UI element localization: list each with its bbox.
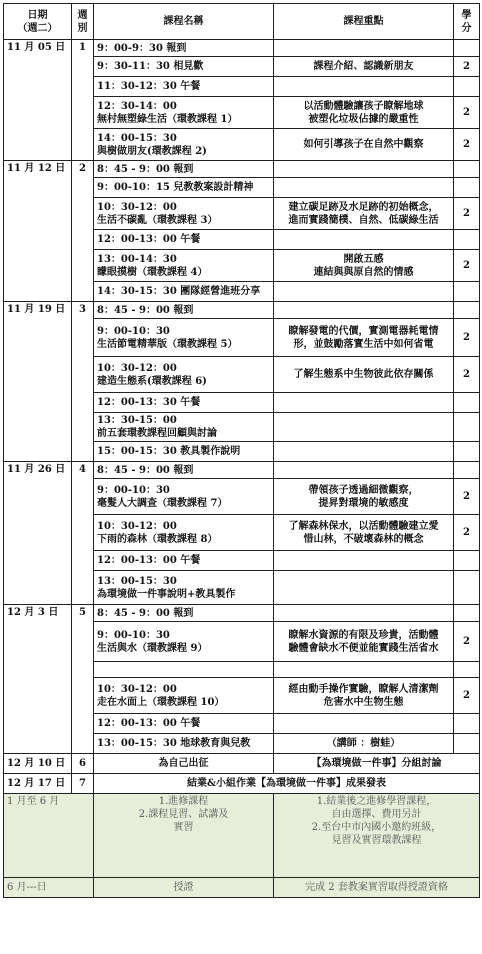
course-cell: 11：30-12：30 午餐 — [94, 77, 274, 97]
credit-cell: 2 — [454, 97, 480, 129]
table-row — [4, 774, 480, 794]
focus-cell — [274, 462, 454, 479]
focus-cell: 瞭解水資源的有限及珍貴，活動體 驗體會缺水不便並能實踐生活省水 — [274, 622, 454, 662]
credit-cell — [454, 734, 480, 754]
course-cell: 8：45 - 9：00 報到 — [94, 161, 274, 178]
focus-cell — [274, 178, 454, 198]
credit-cell — [454, 77, 480, 97]
course-cell: 13：00-14：30 矇眼摸樹（環教課程 4） — [94, 250, 274, 282]
week-cell: 7 — [72, 774, 94, 794]
table-row — [4, 605, 480, 622]
focus-cell — [274, 77, 454, 97]
focus-cell — [274, 442, 454, 462]
credit-cell — [454, 714, 480, 734]
credit-cell — [454, 230, 480, 250]
header-row — [4, 4, 480, 40]
focus-cell — [274, 230, 454, 250]
course-cell: 8：45 - 9：00 報到 — [94, 302, 274, 319]
course-cell: 12：30-14：00 無村無塑綠生活（環教課程 1） — [94, 97, 274, 129]
date-cell: 11 月 26 日 — [4, 462, 72, 605]
course-cell: 15：00-15：30 教具製作說明 — [94, 442, 274, 462]
date-cell: 11 月 19 日 — [4, 302, 72, 462]
credit-cell — [454, 462, 480, 479]
table-row — [4, 754, 480, 774]
focus-cell: 了解森林保水，以活動體驗建立愛 惜山林，不破壞森林的概念 — [274, 515, 454, 551]
header-week: 週別 — [72, 4, 94, 40]
header-course: 課程名稱 — [94, 4, 274, 40]
focus-cell: 開啟五感 連結與與原自然的情感 — [274, 250, 454, 282]
table-row — [4, 302, 480, 319]
focus-cell — [274, 605, 454, 622]
course-schedule-table — [3, 3, 480, 898]
course-cell: 1.進修課程 2.課程見習、試講及 實習 — [94, 794, 274, 878]
date-cell: 6 月---日 — [4, 878, 94, 898]
date-cell: 1 月至 6 月 — [4, 794, 94, 878]
credit-cell: 2 — [454, 129, 480, 161]
credit-cell — [454, 282, 480, 302]
date-cell: 12 月 10 日 — [4, 754, 72, 774]
credit-cell — [454, 178, 480, 198]
course-cell: 10：30-12：00 走在水面上（環教課程 10） — [94, 678, 274, 714]
course-cell: 9：30-11：30 相見歡 — [94, 57, 274, 77]
course-cell: 10：30-12：00 生活不碳亂（環教課程 3） — [94, 198, 274, 230]
table-row — [4, 878, 480, 898]
course-cell: 12：00-13：30 午餐 — [94, 393, 274, 413]
focus-cell — [274, 714, 454, 734]
week-cell: 1 — [72, 40, 94, 161]
focus-cell — [274, 413, 454, 442]
date-cell: 11 月 05 日 — [4, 40, 72, 161]
focus-cell — [274, 662, 454, 678]
course-cell: 13：00-15：30 地球教育與兒教 — [94, 734, 274, 754]
header-focus: 課程重點 — [274, 4, 454, 40]
course-cell — [94, 662, 274, 678]
credit-cell — [454, 551, 480, 571]
focus-cell: 瞭解發電的代價，實測電器耗電情 形，並鼓勵落實生活中如何省電 — [274, 319, 454, 357]
focus-cell — [274, 393, 454, 413]
course-cell: 12：00-13：00 午餐 — [94, 551, 274, 571]
focus-cell: 如何引導孩子在自然中觀察 — [274, 129, 454, 161]
focus-cell: 建立碳足跡及水足跡的初始概念， 進而實踐簡樸、自然、低碳綠生活 — [274, 198, 454, 230]
course-cell: 8：45 - 9：00 報到 — [94, 462, 274, 479]
focus-cell: 帶領孩子透過細微觀察， 提昇對環境的敏感度 — [274, 479, 454, 515]
credit-cell: 2 — [454, 678, 480, 714]
focus-cell: 1.結業後之進修學習課程， 自由選擇、費用另計 2.至台中市內國小邀約班級， 見習及實習環教課程 — [274, 794, 480, 878]
focus-cell: 完成 2 套教案實習取得授證資格 — [274, 878, 480, 898]
credit-cell — [454, 571, 480, 605]
focus-cell — [274, 302, 454, 319]
credit-cell: 2 — [454, 198, 480, 230]
table-row — [4, 794, 480, 878]
credit-cell — [454, 40, 480, 57]
credit-cell: 2 — [454, 622, 480, 662]
focus-cell: 以活動體驗讓孩子瞭解地球 被塑化垃圾佔據的嚴重性 — [274, 97, 454, 129]
course-cell: 13：30-15：00 前五套環教課程回顧與討論 — [94, 413, 274, 442]
focus-cell — [274, 571, 454, 605]
header-credit: 學分 — [454, 4, 480, 40]
table-row — [4, 40, 480, 57]
table-row — [4, 161, 480, 178]
credit-cell — [454, 161, 480, 178]
credit-cell — [454, 413, 480, 442]
credit-cell — [454, 442, 480, 462]
focus-cell — [274, 40, 454, 57]
credit-cell: 2 — [454, 57, 480, 77]
course-cell: 10：30-12：00 下雨的森林（環教課程 8） — [94, 515, 274, 551]
credit-cell — [454, 605, 480, 622]
week-cell: 4 — [72, 462, 94, 605]
date-cell: 11 月 12 日 — [4, 161, 72, 302]
credit-cell — [454, 662, 480, 678]
credit-cell: 2 — [454, 319, 480, 357]
course-cell: 12：00-13：00 午餐 — [94, 230, 274, 250]
schedule-body — [4, 40, 480, 898]
final-presentation-cell: 結業&小組作業【為環境做一件事】成果發表 — [94, 774, 480, 794]
course-cell: 9：00-10：15 兒教教案設計精神 — [94, 178, 274, 198]
week-cell: 3 — [72, 302, 94, 462]
course-cell: 10：30-12：00 建造生態系(環教課程 6) — [94, 357, 274, 393]
date-cell: 12 月 3 日 — [4, 605, 72, 754]
credit-cell — [454, 393, 480, 413]
focus-cell — [274, 282, 454, 302]
focus-cell: 課程介紹、認識新朋友 — [274, 57, 454, 77]
course-cell: 9：00-10：30 生活節電精華版（環教課程 5） — [94, 319, 274, 357]
focus-cell: 經由動手操作實驗，瞭解人清潔劑 危害水中生物生態 — [274, 678, 454, 714]
header-date: 日期 （週二） — [4, 4, 72, 40]
course-cell: 14：00-15：30 與樹做朋友(環教課程 2) — [94, 129, 274, 161]
course-cell: 授證 — [94, 878, 274, 898]
course-cell: 13：00-15：30 為環境做一件事說明+教具製作 — [94, 571, 274, 605]
week-cell: 6 — [72, 754, 94, 774]
week-cell: 5 — [72, 605, 94, 754]
credit-cell: 2 — [454, 515, 480, 551]
course-cell: 12：00-13：00 午餐 — [94, 714, 274, 734]
course-cell: 9：00-10：30 生活與水（環教課程 9） — [94, 622, 274, 662]
credit-cell: 2 — [454, 479, 480, 515]
credit-cell: 2 — [454, 250, 480, 282]
course-cell: 14：30-15：30 團隊經營進班分享 — [94, 282, 274, 302]
table-row — [4, 462, 480, 479]
course-cell: 9：00-10：30 毫髮人大調查（環教課程 7） — [94, 479, 274, 515]
credit-cell: 2 — [454, 357, 480, 393]
focus-cell — [274, 161, 454, 178]
credit-cell — [454, 302, 480, 319]
focus-cell: 【為環境做一件事】分組討論 — [274, 754, 480, 774]
course-cell: 8：45 - 9：00 報到 — [94, 605, 274, 622]
focus-cell: 了解生態系中生物彼此依存關係 — [274, 357, 454, 393]
week-cell: 2 — [72, 161, 94, 302]
course-cell: 為自己出征 — [94, 754, 274, 774]
date-cell: 12 月 17 日 — [4, 774, 72, 794]
focus-cell — [274, 551, 454, 571]
course-cell: 9：00-9：30 報到 — [94, 40, 274, 57]
focus-cell: （講師 ：樹蛙） — [274, 734, 454, 754]
